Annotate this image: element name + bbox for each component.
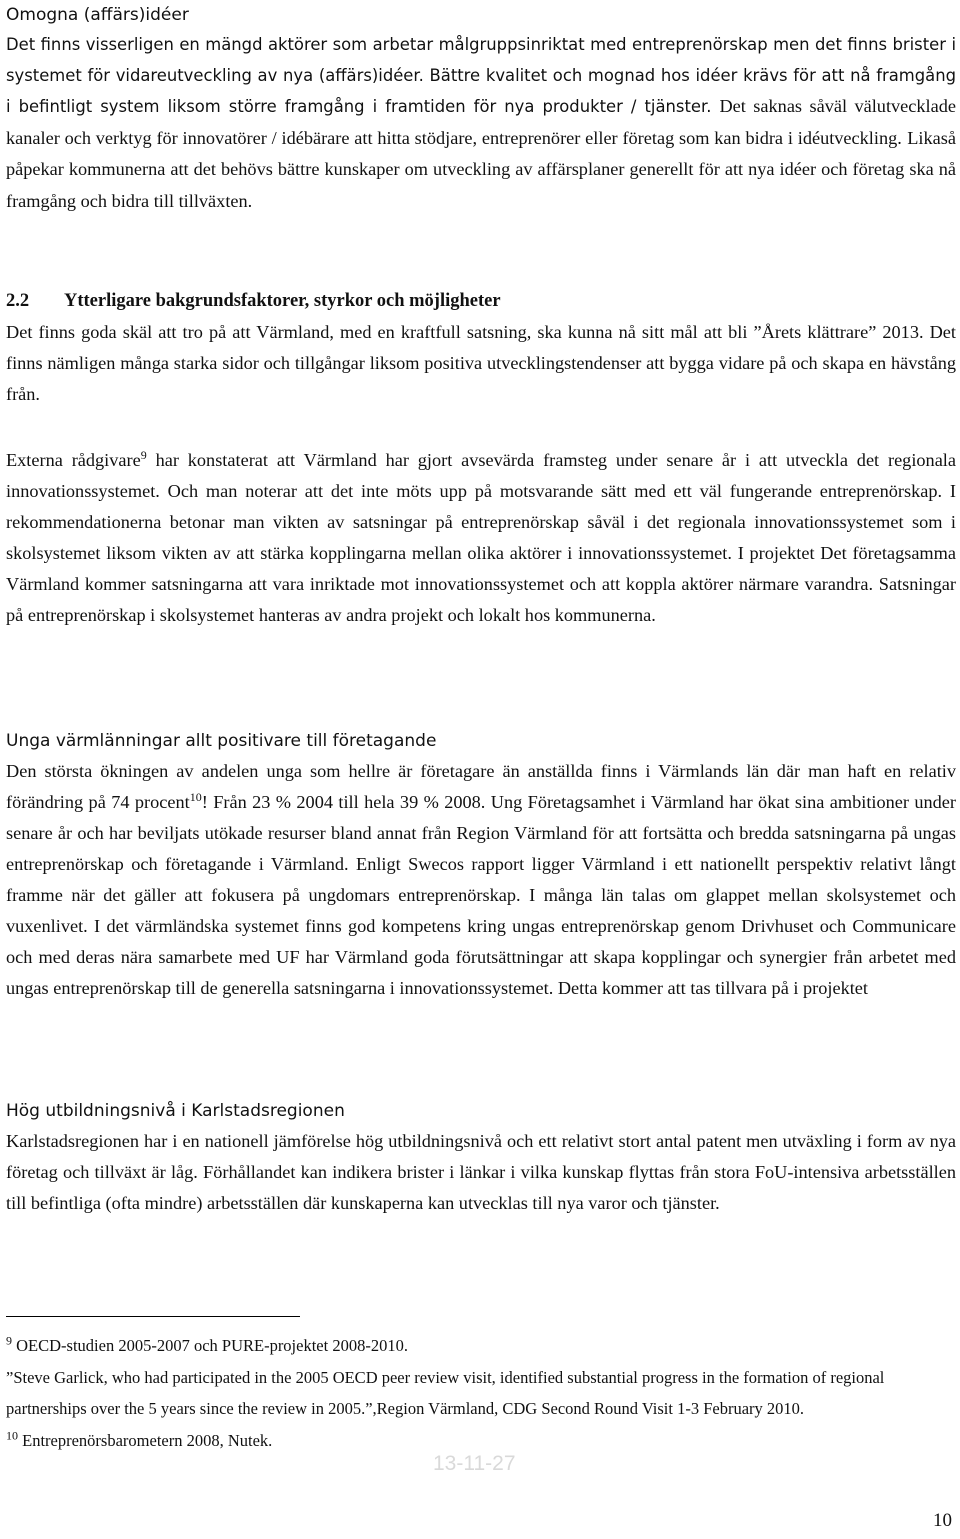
paragraph-text-start: Den största ökningen av andelen unga som hellre är företagare än anställda finns i Värmlands län där man haft en relativ förändring på 74 procent: [6, 761, 956, 812]
section-number: 2.2: [6, 291, 30, 311]
section-heading-omogna: Omogna (affärs)idéer: [6, 5, 189, 25]
footnote-text: OECD-studien 2005-2007 och PURE-projektet 2008-2010.: [12, 1336, 408, 1355]
paragraph-text-rest: har konstaterat att Värmland har gjort avsevärda framsteg under senare år i att utveckla det regionala innovationssystemet. Och man noterar att det inte möts upp på motsvarande sätt med ett väl fungerande entreprenörskap. I rekommendationerna betonar man vikten av satsningar på entreprenörskap såväl i det regionala innovationssystemet som i skolsystemet liksom vikten av att stärka kopplingarna mellan olika aktörer i innovationssystemet. I projektet Det företagsamma Värmland kommer satsningarna att vara inriktade mot innovationssystemet och att koppla aktörer närmare varandra. Satsningar på entreprenörskap i skolsystemet hanteras av andra projekt och lokalt hos kommunerna.: [6, 450, 956, 625]
footnote-quote: ”Steve Garlick, who had participated in the 2005 OECD peer review visit, identified substantial progress in the formation of regional partnerships over the 5 years since the review in 2005.”,Region Värmland, CDG Second Round Visit 1-3 February 2010.: [6, 1367, 885, 1418]
paragraph-omogna-sans-text: Det finns visserligen en mängd aktörer som arbetar målgruppsinriktat med entreprenörskap men det finns brister i systemet för vidareutveckling av nya (affärs)idéer. Bättre kvalitet och mognad hos idéer krävs för att nå framgång i befintligt system liksom större framgång i framtiden för nya produkter / tjänster.: [6, 35, 956, 117]
paragraph-arets-klattrare: Det finns goda skäl att tro på att Värmland, med en kraftfull satsning, ska kunna nå sitt mål att bli ”Årets klättrare” 2013. Det finns nämligen många starka sidor och tillgångar liksom positiva utvecklingstendenser att bygga vidare på och skapa en hävstång från.: [6, 322, 956, 404]
paragraph-text-rest: ! Från 23 % 2004 till hela 39 % 2008. Ung Företagsamhet i Värmland har ökat sina ambitioner under senare år och har beviljats utökade resurser bland annat från Region Värmland för att fortsätta och bredda satsningarna på ungas entreprenörskap och företagande i Värmland. Enligt Swecos rapport ligger Värmland i ett nationellt perspektiv relativt långt framme när det gäller att fokusera på ungdomars entreprenörskap. I många län talas om glappet mellan skolsystemet och vuxenlivet. I det värmländska systemet finns god kompetens kring ungas entreprenörskap genom Drivhuset och Communicare och med deras nära samarbete med UF har Värmland goda förutsättningar att skapa kopplingar och synergier från arbetet med ungas entreprenörskap till de generella satsningarna i innovationssystemet. Detta kommer att tas tillvara på i projektet: [6, 792, 956, 998]
section-heading-hog-utbildning: Hög utbildningsnivå i Karlstadsregionen: [6, 1101, 345, 1121]
footnotes: [6, 1330, 956, 1456]
footnote-marker: 10: [6, 1428, 18, 1442]
paragraph-omogna: [6, 30, 956, 218]
footnote-ref-10[interactable]: 10: [189, 789, 202, 804]
section-title: Ytterligare bakgrundsfaktorer, styrkor och möjligheter: [64, 291, 501, 311]
paragraph-omogna-serif-text-2: Likaså påpekar kommunerna att det behövs bättre kunskaper om utveckling av affärsplaner generellt för att nya idéer och företag ska nå framgång och bidra till tillväxten.: [6, 127, 956, 211]
paragraph-omogna-serif-text-1: Det saknas såväl välutvecklade kanaler och verktyg för innovatörer / idébärare att hitta stödjare, entreprenörer eller företag som kan bidra i idéutveckling.: [6, 96, 956, 148]
footer-date: 13-11-27: [433, 1452, 516, 1475]
footnote-divider: [6, 1316, 300, 1317]
paragraph-hog-utbildning: Karlstadsregionen har i en nationell jämförelse hög utbildningsnivå och ett relativt stort antal patent men utväxling i form av nya företag och tillväxt är låg. Förhållandet kan indikera brister i länkar i vilka kunskap flyttas från stora FoU-intensiva arbetsställen till befintliga (ofta mindre) arbetsställen där kunskaperna kan utvecklas till nya varor och tjänster.: [6, 1131, 956, 1213]
paragraph-externa-radgivare: [6, 445, 956, 631]
footnote-9: [6, 1330, 956, 1362]
paragraph-text-start: Externa rådgivare: [6, 450, 141, 470]
paragraph-unga: [6, 756, 956, 1004]
section-heading-unga: Unga värmlänningar allt positivare till företagande: [6, 731, 437, 751]
footnote-ref-9[interactable]: 9: [140, 447, 147, 462]
footnote-text: Entreprenörsbarometern 2008, Nutek.: [18, 1430, 273, 1450]
footnote-marker: 9: [6, 1333, 12, 1348]
page-number: 10: [933, 1510, 952, 1531]
section-heading-2-2: [6, 286, 956, 316]
